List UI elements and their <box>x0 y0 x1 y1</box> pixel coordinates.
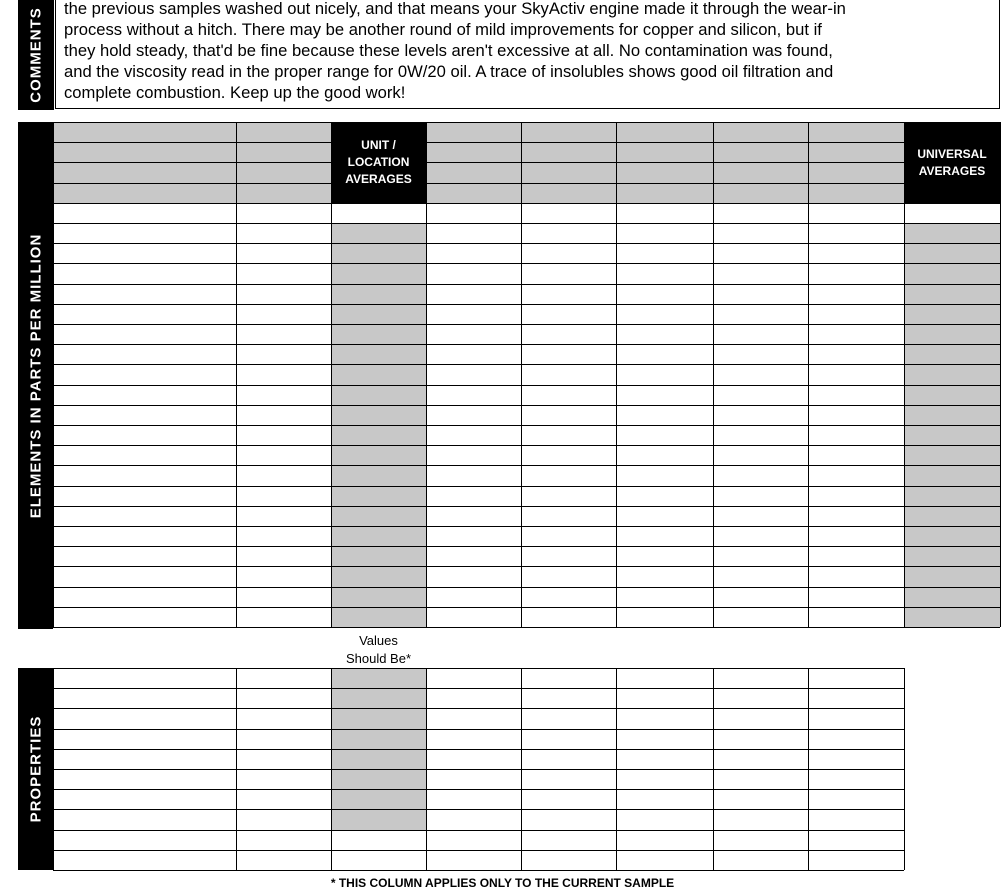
element-sample-2-value <box>426 546 521 566</box>
element-sample-1-value <box>236 385 331 405</box>
element-sample-2-value <box>426 425 521 445</box>
info-sample-2-value <box>426 122 521 142</box>
property-should-be-value <box>331 729 426 749</box>
element-universal-average <box>904 425 1000 445</box>
property-sample-2-value <box>426 688 521 708</box>
info-sample-3-value <box>521 162 616 183</box>
element-sample-2-value <box>426 486 521 506</box>
element-universal-average <box>904 607 1000 627</box>
element-label <box>53 223 236 243</box>
values-should-be-label: Values Should Be* <box>345 633 412 666</box>
property-sample-1-value <box>236 850 331 870</box>
element-sample-3-value <box>521 284 616 304</box>
element-sample-1-value <box>236 304 331 324</box>
element-universal-average <box>904 284 1000 304</box>
element-sample-3-value <box>521 506 616 526</box>
element-universal-average <box>904 364 1000 385</box>
comments-line: and the viscosity read in the proper range for 0W/20 oil. A trace of insolubles shows good oil filtration and <box>64 62 834 81</box>
element-universal-average <box>904 385 1000 405</box>
info-sample-3-value <box>521 122 616 142</box>
property-label <box>53 729 236 749</box>
info-sample-2-value <box>426 142 521 162</box>
element-unit-average <box>331 304 426 324</box>
property-sample-2-value <box>426 789 521 809</box>
element-label <box>53 304 236 324</box>
info-sample-2-value <box>426 162 521 183</box>
element-sample-2-value <box>426 284 521 304</box>
element-sample-3-value <box>521 607 616 627</box>
property-sample-3-value <box>521 668 616 688</box>
property-label <box>53 668 236 688</box>
element-label <box>53 364 236 385</box>
property-sample-1-value <box>236 668 331 688</box>
element-unit-average <box>331 405 426 425</box>
element-universal-average <box>904 445 1000 465</box>
element-universal-average <box>904 465 1000 486</box>
info-row-label <box>53 142 236 162</box>
property-should-be-value <box>331 749 426 769</box>
info-sample-2-value <box>426 183 521 203</box>
element-sample-2-value <box>426 304 521 324</box>
comments-line: the previous samples washed out nicely, and that means your SkyActiv engine made it through the wear-in <box>64 0 846 18</box>
element-sample-2-value <box>426 223 521 243</box>
element-sample-1-value <box>236 364 331 385</box>
property-sample-2-value <box>426 729 521 749</box>
element-sample-3-value <box>521 405 616 425</box>
property-sample-2-value <box>426 749 521 769</box>
element-sample-1-value <box>236 546 331 566</box>
element-sample-3-value <box>521 304 616 324</box>
property-sample-1-value <box>236 769 331 789</box>
element-sample-3-value <box>521 324 616 344</box>
property-sample-2-value <box>426 850 521 870</box>
element-unit-average <box>331 263 426 284</box>
element-label <box>53 243 236 263</box>
element-universal-average <box>904 304 1000 324</box>
property-sample-3-value <box>521 850 616 870</box>
info-sample4-bg <box>616 122 713 203</box>
comments-line: process without a hitch. There may be another round of mild improvements for copper and silicon, but if <box>64 20 822 39</box>
unit-location-averages-header: UNIT / LOCATION AVERAGES <box>331 122 426 203</box>
element-label <box>53 465 236 486</box>
element-sample-2-value <box>426 324 521 344</box>
element-sample-1-value <box>236 445 331 465</box>
element-sample-1-value <box>236 344 331 364</box>
element-sample-2-value <box>426 526 521 546</box>
element-unit-average <box>331 587 426 607</box>
element-sample-2-value <box>426 607 521 627</box>
property-label <box>53 850 236 870</box>
element-unit-average <box>331 364 426 385</box>
element-universal-average <box>904 506 1000 526</box>
property-sample-2-value <box>426 708 521 729</box>
element-label <box>53 405 236 425</box>
comments-side-label: COMMENTS <box>18 0 54 110</box>
element-label <box>53 324 236 344</box>
property-label <box>53 830 236 850</box>
info-row-label <box>53 162 236 183</box>
property-sample-3-value <box>521 789 616 809</box>
element-sample-2-value <box>426 445 521 465</box>
element-unit-average <box>331 546 426 566</box>
element-universal-average <box>904 566 1000 587</box>
element-universal-average <box>904 223 1000 243</box>
element-universal-average <box>904 344 1000 364</box>
property-label <box>53 688 236 708</box>
element-sample-3-value <box>521 263 616 284</box>
element-unit-average <box>331 223 426 243</box>
property-sample-3-value <box>521 708 616 729</box>
element-sample-2-value <box>426 364 521 385</box>
element-label <box>53 385 236 405</box>
element-universal-average <box>904 243 1000 263</box>
property-sample-1-value <box>236 688 331 708</box>
element-sample-3-value <box>521 385 616 405</box>
element-sample-3-value <box>521 445 616 465</box>
property-should-be-value <box>331 809 426 830</box>
element-unit-average <box>331 526 426 546</box>
property-sample-3-value <box>521 809 616 830</box>
element-sample-3-value <box>521 465 616 486</box>
element-unit-average <box>331 607 426 627</box>
element-sample-3-value <box>521 546 616 566</box>
element-sample-1-value <box>236 566 331 587</box>
property-sample-1-value <box>236 809 331 830</box>
property-sample-1-value <box>236 749 331 769</box>
element-label <box>53 546 236 566</box>
element-sample-2-value <box>426 344 521 364</box>
property-sample-3-value <box>521 688 616 708</box>
comments-text <box>64 0 994 103</box>
element-sample-3-value <box>521 223 616 243</box>
property-sample-3-value <box>521 749 616 769</box>
element-sample-2-value <box>426 465 521 486</box>
element-sample-1-value <box>236 223 331 243</box>
property-should-be-value <box>331 830 426 850</box>
element-label <box>53 566 236 587</box>
property-label <box>53 789 236 809</box>
element-label <box>53 284 236 304</box>
property-sample-1-value <box>236 708 331 729</box>
element-sample-3-value <box>521 425 616 445</box>
property-should-be-value <box>331 668 426 688</box>
element-sample-1-value <box>236 526 331 546</box>
element-sample-1-value <box>236 284 331 304</box>
element-sample-1-value <box>236 587 331 607</box>
element-label <box>53 607 236 627</box>
element-universal-average <box>904 526 1000 546</box>
element-unit-average <box>331 385 426 405</box>
property-label <box>53 749 236 769</box>
element-sample-2-value <box>426 566 521 587</box>
property-sample-1-value <box>236 830 331 850</box>
element-universal-average <box>904 546 1000 566</box>
element-label <box>53 425 236 445</box>
info-row-label <box>53 183 236 203</box>
info-sample-1-value <box>236 162 331 183</box>
element-universal-average <box>904 405 1000 425</box>
info-sample-3-value <box>521 183 616 203</box>
element-label <box>53 486 236 506</box>
element-unit-average <box>331 445 426 465</box>
property-sample-2-value <box>426 809 521 830</box>
info-sample-3-value <box>521 142 616 162</box>
element-universal-average <box>904 324 1000 344</box>
info-sample-1-value <box>236 142 331 162</box>
element-sample-1-value <box>236 405 331 425</box>
element-sample-3-value <box>521 526 616 546</box>
element-universal-average <box>904 486 1000 506</box>
element-sample-3-value <box>521 587 616 607</box>
element-sample-1-value <box>236 243 331 263</box>
property-should-be-value <box>331 688 426 708</box>
properties-side-label: PROPERTIES <box>18 668 53 870</box>
element-universal-average <box>904 263 1000 284</box>
element-sample-2-value <box>426 587 521 607</box>
element-sample-1-value <box>236 506 331 526</box>
element-sample-1-value <box>236 263 331 284</box>
property-should-be-value <box>331 769 426 789</box>
comments-box <box>55 0 1000 109</box>
property-sample-3-value <box>521 830 616 850</box>
footnote: * THIS COLUMN APPLIES ONLY TO THE CURRENT SAMPLE <box>330 876 675 890</box>
universal-averages-header: UNIVERSAL AVERAGES <box>904 122 1000 203</box>
comments-line: they hold steady, that'd be fine because these levels aren't excessive at all. No contamination was found, <box>64 41 833 60</box>
element-sample-2-value <box>426 263 521 284</box>
property-label <box>53 769 236 789</box>
element-sample-2-value <box>426 405 521 425</box>
element-sample-3-value <box>521 364 616 385</box>
element-sample-2-value <box>426 243 521 263</box>
property-should-be-value <box>331 850 426 870</box>
element-label <box>53 344 236 364</box>
element-unit-average <box>331 465 426 486</box>
element-sample-3-value <box>521 486 616 506</box>
property-sample-1-value <box>236 789 331 809</box>
property-sample-3-value <box>521 769 616 789</box>
element-label <box>53 263 236 284</box>
property-should-be-value <box>331 789 426 809</box>
info-row-label <box>53 122 236 142</box>
element-sample-3-value <box>521 243 616 263</box>
element-unit-average <box>331 506 426 526</box>
element-sample-2-value <box>426 385 521 405</box>
element-unit-average <box>331 486 426 506</box>
element-sample-3-value <box>521 566 616 587</box>
element-universal-average <box>904 587 1000 607</box>
property-sample-2-value <box>426 769 521 789</box>
property-label <box>53 708 236 729</box>
property-sample-2-value <box>426 830 521 850</box>
element-label <box>53 587 236 607</box>
element-unit-average <box>331 425 426 445</box>
property-sample-3-value <box>521 729 616 749</box>
element-unit-average <box>331 566 426 587</box>
element-label <box>53 506 236 526</box>
info-sample5-bg <box>713 122 808 203</box>
element-label <box>53 526 236 546</box>
property-sample-1-value <box>236 729 331 749</box>
element-sample-1-value <box>236 465 331 486</box>
info-sample6-bg <box>808 122 904 203</box>
property-sample-2-value <box>426 668 521 688</box>
element-sample-1-value <box>236 324 331 344</box>
element-unit-average <box>331 344 426 364</box>
elements-side-label: ELEMENTS IN PARTS PER MILLION <box>18 122 53 629</box>
element-unit-average <box>331 324 426 344</box>
info-sample-1-value <box>236 122 331 142</box>
property-label <box>53 809 236 830</box>
property-should-be-value <box>331 708 426 729</box>
element-unit-average <box>331 284 426 304</box>
element-sample-3-value <box>521 344 616 364</box>
element-sample-1-value <box>236 486 331 506</box>
element-sample-1-value <box>236 607 331 627</box>
element-sample-2-value <box>426 506 521 526</box>
element-sample-1-value <box>236 425 331 445</box>
comments-line: complete combustion. Keep up the good work! <box>64 83 406 102</box>
info-sample-1-value <box>236 183 331 203</box>
element-label <box>53 445 236 465</box>
element-unit-average <box>331 243 426 263</box>
